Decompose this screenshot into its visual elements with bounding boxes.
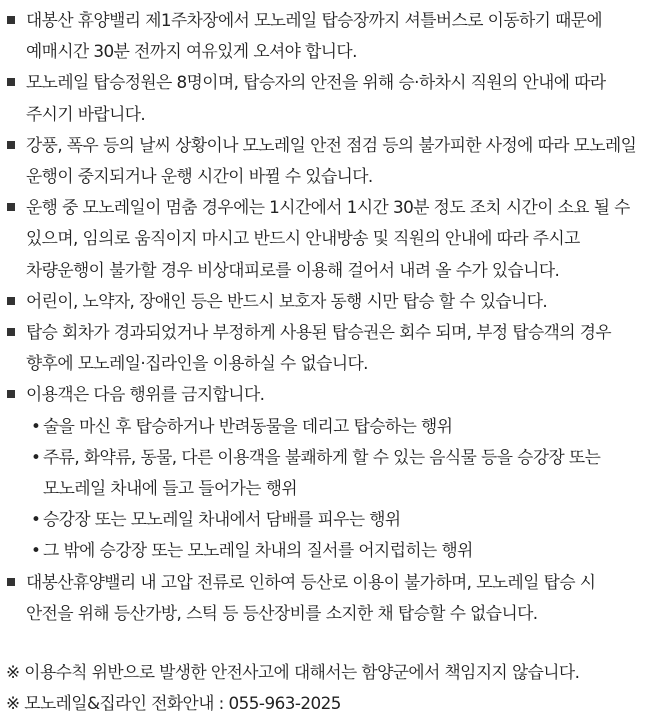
dot-bullet-icon: • [31,446,41,467]
rule-item [0,130,649,192]
prohibited-act-item [0,442,649,504]
square-bullet-icon [7,141,15,149]
dot-bullet-icon: • [31,540,41,561]
phone-contact-note: ※ 모노레일&집라인 전화안내 : 055-963-2025 [6,693,341,714]
square-bullet-icon [7,16,15,24]
rule-text: 대봉산휴양밸리 내 고압 전류로 인하여 등산로 이용이 불가하며, 모노레일 탑승 시 안전을 위해 등산가방, 스틱 등 등산장비를 소지한 채 탑승할 수 없습니다. [26,571,596,623]
rule-text: 탑승 회차가 경과되었거나 부정하게 사용된 탑승권은 회수 되며, 부정 탑승객의 경우 향후에 모노레일·집라인을 이용하실 수 없습니다. [26,322,612,374]
square-bullet-icon [7,390,15,398]
rule-item [0,567,649,629]
dot-bullet-icon: • [31,509,41,530]
prohibited-acts-list [0,411,649,567]
square-bullet-icon [7,328,15,336]
square-bullet-icon [7,203,15,211]
rule-text: 운행 중 모노레일이 멈춤 경우에는 1시간에서 1시간 30분 정도 조치 시간이 소요 될 수 있으며, 임의로 움직이지 마시고 반드시 안내방송 및 직원의 안내에 따라 주시고 차량운행이 불가할 경우 비상대피로를 이용해 걸어서 내려 올 수가 있습니다. [26,197,630,280]
rule-text: 어린이, 노약자, 장애인 등은 반드시 보호자 동행 시만 탑승 할 수 있습니다. [26,290,548,311]
notes-section [0,657,649,719]
rule-text: 모노레일 탑승정원은 8명이며, 탑승자의 안전을 위해 승·하차시 직원의 안내에 따라 주시기 바랍니다. [26,72,606,124]
rule-item [0,317,649,379]
rule-text: 이용객은 다음 행위를 금지합니다. [26,384,265,405]
rule-item [0,5,649,67]
prohibited-act-item [0,535,649,566]
rules-list [0,5,649,411]
square-bullet-icon [7,297,15,305]
prohibited-act-text: 그 밖에 승강장 또는 모노레일 차내의 질서를 어지럽히는 행위 [43,540,473,561]
rules-list-continued [0,567,649,629]
prohibited-act-item [0,411,649,442]
liability-note: ※ 이용수칙 위반으로 발생한 안전사고에 대해서는 함양군에서 책임지지 않습니다. [6,662,580,683]
prohibited-act-text: 주류, 화약류, 동물, 다른 이용객을 불쾌하게 할 수 있는 음식물 등을 승강장 또는 모노레일 차내에 들고 들어가는 행위 [43,446,601,499]
rule-text: 대봉산 휴양밸리 제1주차장에서 모노레일 탑승장까지 셔틀버스로 이동하기 때문에 예매시간 30분 전까지 여유있게 오셔야 합니다. [26,10,603,62]
prohibited-act-item [0,504,649,535]
square-bullet-icon [7,78,15,86]
rule-text: 강풍, 폭우 등의 날씨 상황이나 모노레일 안전 점검 등의 불가피한 사정에 따라 모노레일 운행이 중지되거나 운행 시간이 바뀔 수 있습니다. [26,134,637,187]
rule-item [0,67,649,129]
rule-item-prohibited-acts [0,379,649,410]
rule-item [0,192,649,286]
dot-bullet-icon: • [31,415,41,436]
prohibited-act-text: 승강장 또는 모노레일 차내에서 담배를 피우는 행위 [43,509,401,530]
prohibited-act-text: 술을 마신 후 탑승하거나 반려동물을 데리고 탑승하는 행위 [43,415,453,436]
square-bullet-icon [7,578,15,586]
rule-item [0,286,649,317]
